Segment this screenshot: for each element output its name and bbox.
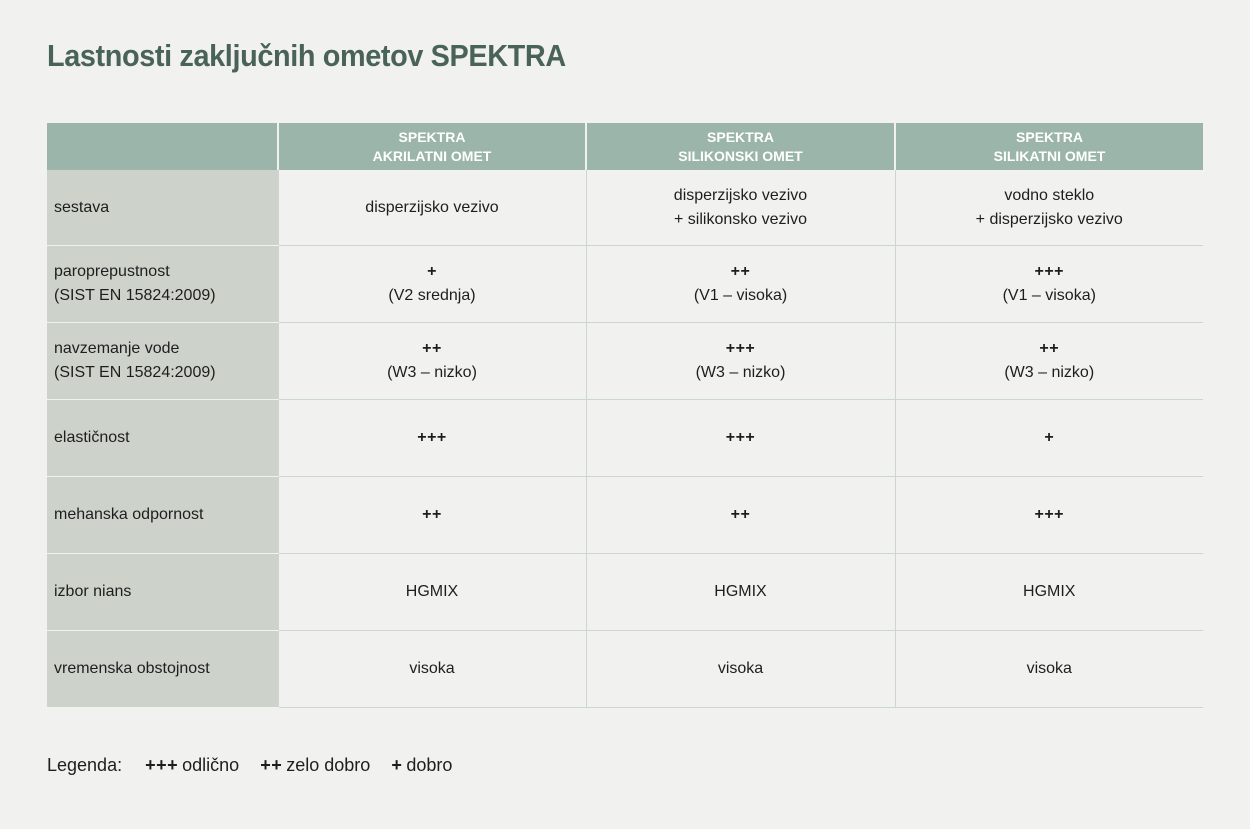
cell-line2: (V1 – visoka)	[1002, 287, 1096, 304]
legend-text: zelo dobro	[286, 755, 371, 775]
cell-line1: disperzijsko vezivo	[673, 186, 808, 204]
cell-line1: disperzijsko vezivo	[365, 198, 499, 216]
column-header-line1: SPEKTRA	[1016, 128, 1083, 145]
row-label	[47, 554, 278, 631]
cell-line1: HGMIX	[1023, 583, 1076, 600]
row-label-line: paroprepustnost	[54, 263, 170, 280]
row-label-line: (SIST EN 15824:2009)	[54, 287, 216, 304]
table-cell	[895, 631, 1203, 708]
table-row-vremenska-obstojnost	[47, 631, 1203, 708]
table-cell	[586, 170, 895, 246]
legend	[47, 755, 468, 776]
rating-symbol: ++	[730, 263, 751, 280]
rating-symbol: +	[1044, 429, 1055, 446]
table-row-izbor-nians	[47, 554, 1203, 631]
table-cell	[278, 554, 586, 631]
cell-line2: + disperzijsko vezivo	[975, 210, 1123, 228]
rating-symbol: ++	[422, 506, 442, 523]
column-header-silikonski	[586, 123, 895, 170]
legend-symbol: +++	[145, 755, 179, 775]
page-title: Lastnosti zaključnih ometov SPEKTRA	[47, 38, 566, 73]
column-header-line2: SILIKONSKI OMET	[678, 147, 803, 164]
table-cell	[895, 400, 1203, 477]
row-label	[47, 631, 278, 708]
legend-item-good	[391, 755, 452, 775]
header-corner-cell	[47, 123, 278, 170]
rating-symbol: +++	[417, 429, 447, 446]
legend-symbol: ++	[260, 755, 283, 775]
cell-line2: (W3 – nizko)	[695, 364, 786, 381]
table-cell	[586, 631, 895, 708]
legend-item-very-good	[260, 755, 375, 775]
table-cell	[278, 477, 586, 554]
table-cell	[586, 554, 895, 631]
legend-title: Legenda:	[47, 755, 123, 775]
table-cell	[278, 246, 586, 323]
row-label	[47, 170, 278, 246]
table-cell	[895, 170, 1203, 246]
column-header-akrilatni	[278, 123, 586, 170]
cell-line1: visoka	[409, 660, 455, 677]
cell-line2: (W3 – nizko)	[1004, 364, 1095, 381]
row-label-line: izbor nians	[54, 583, 132, 600]
table-cell	[895, 323, 1203, 400]
table-cell	[895, 477, 1203, 554]
rating-symbol: +++	[725, 429, 756, 446]
header-row	[47, 123, 1203, 170]
column-header-line2: SILIKATNI OMET	[993, 147, 1106, 164]
table-cell	[586, 477, 895, 554]
table-row-elasticnost	[47, 400, 1203, 477]
table-cell	[586, 323, 895, 400]
table-row-mehanska-odpornost	[47, 477, 1203, 554]
cell-line2: (W3 – nizko)	[387, 364, 477, 381]
legend-item-excellent	[145, 755, 244, 775]
column-header-silikatni	[895, 123, 1203, 170]
legend-text: dobro	[406, 755, 453, 775]
cell-line1: HGMIX	[714, 583, 767, 600]
cell-line1: vodno steklo	[1004, 186, 1095, 204]
row-label-line: sestava	[54, 198, 110, 216]
table-cell	[278, 631, 586, 708]
table-cell	[895, 554, 1203, 631]
row-label-line: elastičnost	[54, 429, 130, 446]
column-header-line2: AKRILATNI OMET	[372, 147, 492, 164]
row-label	[47, 246, 278, 323]
rating-symbol: ++	[422, 340, 442, 357]
row-label-line: vremenska obstojnost	[54, 660, 210, 677]
row-label-line: (SIST EN 15824:2009)	[54, 364, 216, 381]
rating-symbol: +	[427, 263, 437, 280]
table-cell	[278, 323, 586, 400]
cell-line1: visoka	[717, 660, 764, 677]
rating-symbol: +++	[1034, 263, 1065, 280]
row-label-line: mehanska odpornost	[54, 506, 204, 523]
column-header-line1: SPEKTRA	[398, 128, 466, 145]
table-row-sestava	[47, 170, 1203, 246]
rating-symbol: ++	[730, 506, 751, 523]
table-cell	[278, 400, 586, 477]
rating-symbol: +++	[1034, 506, 1065, 523]
rating-symbol: +++	[725, 340, 756, 357]
row-label-line: navzemanje vode	[54, 340, 180, 357]
cell-line2: (V1 – visoka)	[693, 287, 788, 304]
table-cell	[895, 246, 1203, 323]
table-cell	[586, 400, 895, 477]
table-row-navzemanje-vode	[47, 323, 1203, 400]
properties-table	[47, 123, 1203, 708]
column-header-line1: SPEKTRA	[707, 128, 774, 145]
cell-line2: + silikonsko vezivo	[674, 210, 807, 228]
row-label	[47, 400, 278, 477]
row-label	[47, 323, 278, 400]
legend-symbol: +	[391, 755, 403, 775]
cell-line2: (V2 srednja)	[388, 287, 476, 304]
table-cell	[278, 170, 586, 246]
table-cell	[586, 246, 895, 323]
legend-text: odlično	[182, 755, 240, 775]
row-label	[47, 477, 278, 554]
cell-line1: HGMIX	[405, 583, 459, 600]
table-row-paroprepustnost	[47, 246, 1203, 323]
cell-line1: visoka	[1026, 660, 1072, 677]
rating-symbol: ++	[1039, 340, 1060, 357]
